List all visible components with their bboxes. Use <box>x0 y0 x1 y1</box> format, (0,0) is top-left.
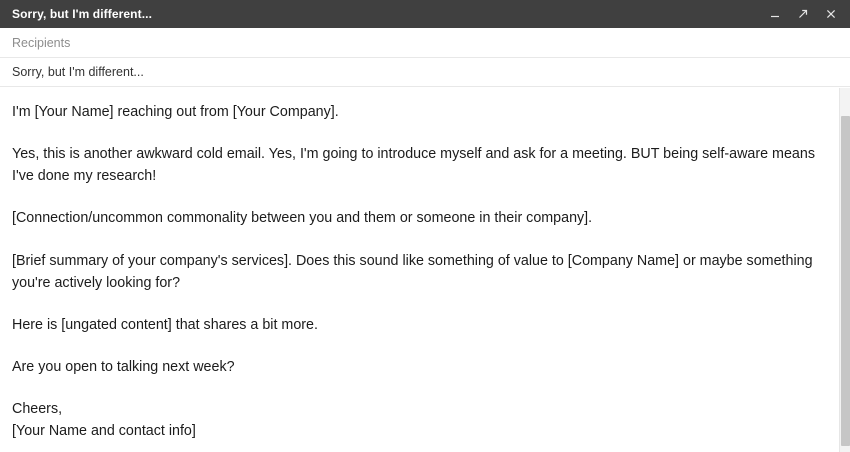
minimize-icon[interactable] <box>768 7 782 21</box>
subject-field[interactable] <box>0 58 850 87</box>
popout-icon[interactable] <box>796 7 810 21</box>
window-controls <box>768 7 840 21</box>
compose-titlebar <box>0 0 850 28</box>
body-paragraph: I'm [Your Name] reaching out from [Your Company]. <box>12 104 339 120</box>
body-paragraph: Cheers, <box>12 401 63 418</box>
body-paragraph: [Your Name and contact info] <box>12 423 196 440</box>
recipients-placeholder: Recipients <box>12 35 71 50</box>
body-paragraph: Yes, this is another awkward cold email. Yes, I'm going to introduce myself and ask for a meeting. BUT being self-aware means I've done my research! <box>12 146 815 185</box>
body-paragraph: Here is [ungated content] that shares a bit more. <box>12 316 318 333</box>
compose-title: Sorry, but I'm different... <box>12 7 153 21</box>
message-body[interactable] <box>12 101 826 443</box>
close-icon[interactable] <box>824 7 838 21</box>
body-paragraph: [Brief summary of your company's services]. Does this sound like something of value to [Company Name] or maybe something you're actively looking for? <box>12 252 813 291</box>
body-scrollbar[interactable] <box>839 88 850 452</box>
recipients-field[interactable] <box>0 28 850 58</box>
subject-value: Sorry, but I'm different... <box>12 65 144 79</box>
body-paragraph: [Connection/uncommon commonality between you and them or someone in their company]. <box>12 210 593 227</box>
body-paragraph: Are you open to talking next week? <box>12 359 235 376</box>
body-scrollbar-thumb[interactable] <box>841 116 850 446</box>
message-body-area[interactable] <box>0 87 850 452</box>
